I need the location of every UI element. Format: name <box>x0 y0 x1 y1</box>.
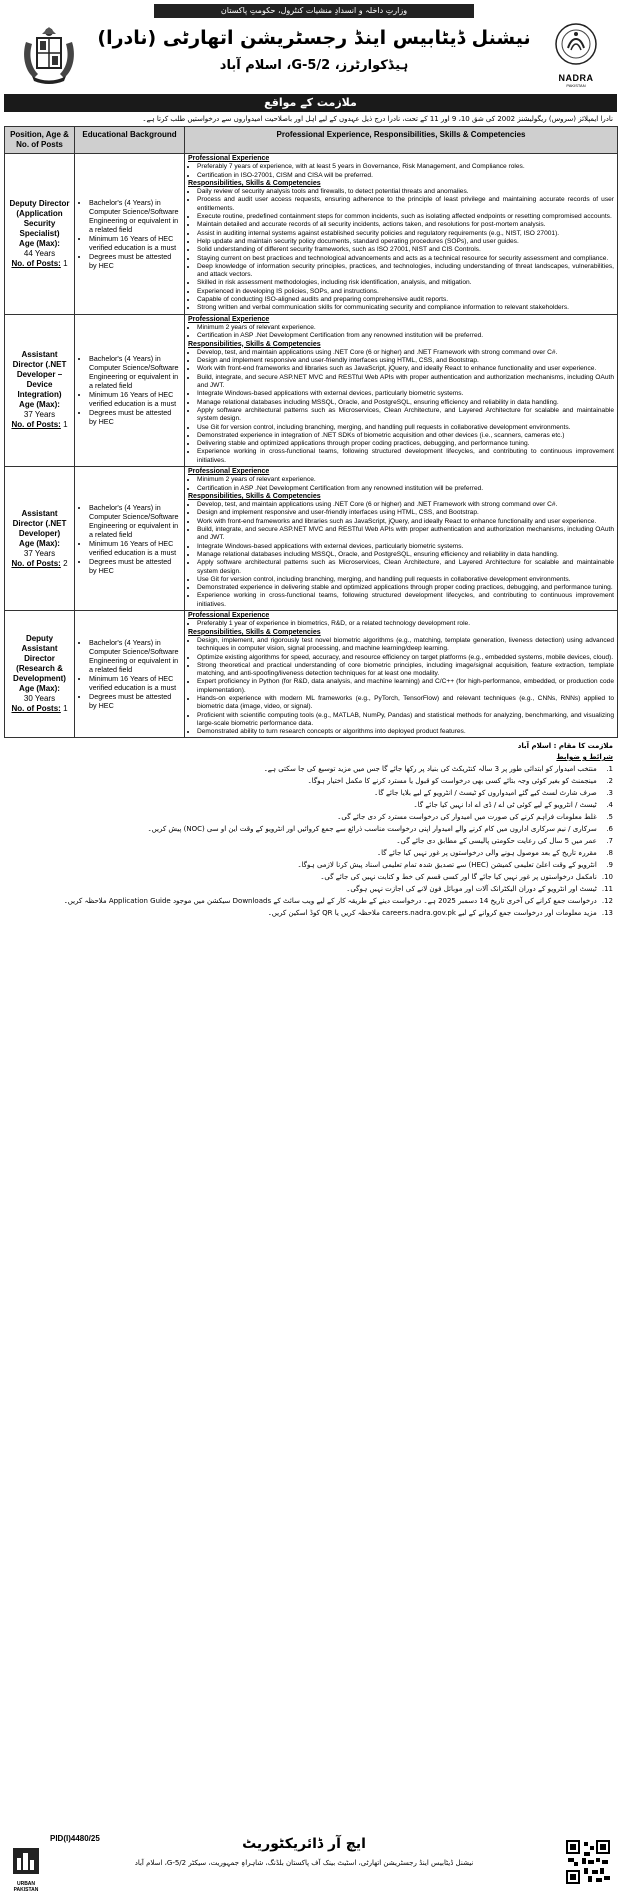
table-row <box>5 611 618 738</box>
posts-label: No. of Posts: <box>11 704 61 714</box>
condition-item <box>8 907 613 919</box>
responsibility-item: • Help update and maintain security policy documents, standard operating procedures (SOPs), and user guides. <box>197 238 614 246</box>
education-item: • Minimum 16 Years of HEC verified education is a must <box>89 234 180 252</box>
header-education: Educational Background <box>75 127 185 154</box>
experience-item: • Certification in ASP .Net Development Certification from any renowned institution will be preferred. <box>197 332 614 340</box>
age-value: 37 Years <box>23 548 56 558</box>
age-label: Age (Max): <box>19 400 60 410</box>
age-value: 37 Years <box>23 410 56 420</box>
condition-item <box>8 823 613 835</box>
experience-item: • Minimum 2 years of relevant experience. <box>197 324 614 332</box>
experience-heading: Professional Experience <box>188 612 270 620</box>
condition-number: 7. <box>606 837 613 845</box>
education-cell <box>75 314 185 466</box>
condition-item <box>8 859 613 871</box>
education-cell <box>75 611 185 738</box>
job-advertisement <box>4 2 617 1895</box>
condition-text: نامکمل درخواستوں پر غور نہیں کیا جائے گا اور کسی قسم کی خط و کتابت نہیں کی جائے گی۔ <box>320 873 597 881</box>
condition-text: صرف شارٹ لسٹ کیے گئے امیدواروں کو ٹیسٹ / انٹرویو کے لیے بلایا جائے گا۔ <box>374 789 597 797</box>
condition-item <box>8 835 613 847</box>
education-item: • Bachelor's (4 Years) in Computer Science/Software Engineering or equivalent in a related field <box>89 354 180 390</box>
condition-text: انٹرویو کے وقت اعلیٰ تعلیمی کمیشن (HEC) سے تصدیق شدہ تمام تعلیمی اسناد پیش کرنا لازمی ہوگا۔ <box>297 861 597 869</box>
age-value: 30 Years <box>23 694 56 704</box>
nadra-emblem-icon <box>554 22 598 66</box>
posts-label: No. of Posts: <box>11 420 61 430</box>
age-label: Age (Max): <box>19 238 60 248</box>
education-item: • Bachelor's (4 Years) in Computer Science/Software Engineering or equivalent in a related field <box>89 503 180 539</box>
responsibility-item: • Optimize existing algorithms for speed, accuracy, and resource efficiency on target platforms (e.g., embedded systems, mobile devices, cloud). <box>197 654 614 662</box>
experience-item: • Minimum 2 years of relevant experience. <box>197 476 614 484</box>
responsibility-item: • Develop, test, and maintain applications using .NET Core (6 or higher) and .NET Framework with strong command over C#. <box>197 349 614 357</box>
footer <box>4 1824 617 1895</box>
condition-item <box>8 847 613 859</box>
intro-text: نادرا ایمپلائز (سروس) ریگولیشنز 2002 کی شق 10، 9 اور 11 کے تحت، نادرا درج ذیل عہدوں کے لیے اہل اور باصلاحیت امیدواروں سے درخواستیں طلب کرتا ہے۔ <box>142 115 613 123</box>
responsibility-item: • Staying current on best practices and technological advancements and acts as a technical resource for security assessment and compliance. <box>197 255 614 263</box>
condition-text: ٹیسٹ اور انٹرویو کے دوران الیکٹرانک آلات اور موبائل فون لانے کی اجازت نہیں ہوگی۔ <box>346 885 597 893</box>
condition-text: عمر میں 5 سال کی رعایت حکومتی پالیسی کے مطابق دی جائے گی۔ <box>396 837 597 845</box>
responsibility-item: • Demonstrated experience in delivering stable and optimized applications through proper coding practices, debugging, and performance tuning. <box>197 584 614 592</box>
responsibility-item: • Hands-on experience with modern ML frameworks (e.g., PyTorch, TensorFlow) and relevant techniques (e.g., CNNs, RNNs) applied to biometric data (image, video, or signal). <box>197 695 614 712</box>
responsibility-item: • Maintain detailed and accurate records of all security incidents, actions taken, and resolutions for post-mortem analysis. <box>197 221 614 229</box>
table-row <box>5 154 618 315</box>
posts-value: 2 <box>63 558 68 568</box>
experience-item: • Certification in ASP .Net Development Certification from any renowned institution will be preferred. <box>197 485 614 493</box>
condition-text: مینجمنٹ کو بغیر کوئی وجہ بتائے کسی بھی درخواست کو قبول یا مسترد کرنے کا مکمل اختیار ہوگا۔ <box>307 777 597 785</box>
experience-cell <box>185 314 618 466</box>
responsibility-item: • Apply software architectural patterns such as Microservices, Clean Architecture, and Layered Architecture for scalable and maintainable system design. <box>197 407 614 424</box>
responsibility-item: • Use Git for version control, including branching, merging, and handling pull requests in collaborative development environments. <box>197 424 614 432</box>
responsibility-item: • Design, implement, and rigorously test novel biometric algorithms (e.g., matching, template generation, liveness detection) using advanced techniques in computer vision, signal processing, and machine learning/deep learning. <box>197 637 614 654</box>
responsibilities-heading: Responsibilities, Skills & Competencies <box>188 628 321 636</box>
age-value: 44 Years <box>23 248 56 258</box>
experience-heading: Professional Experience <box>188 155 270 162</box>
responsibilities-heading: Responsibilities, Skills & Competencies <box>188 179 321 187</box>
posts-value: 1 <box>63 704 68 714</box>
education-item: • Minimum 16 Years of HEC verified education is a must <box>89 539 180 557</box>
responsibility-item: • Execute routine, predefined containment steps for common incidents, such as isolating affected endpoints or resetting compromised accounts. <box>197 213 614 221</box>
directorate-address: نیشنل ڈیٹابیس اینڈ رجسٹریشن اتھارٹی، اسٹیٹ بینک آف پاکستان بلڈنگ، شاہراہِ جمہوریت، سیکٹر G-5/2، اسلام آباد <box>134 1859 474 1867</box>
responsibility-item: • Strong written and verbal communication skills for communicating security and compliance information to relevant stakeholders. <box>197 304 614 312</box>
responsibility-item: • Integrate Windows-based applications with external devices, particularly biometric systems. <box>197 543 614 551</box>
ministry-banner: وزارتِ داخلہ و انسدادِ منشیات کنٹرول، حکومتِ پاکستان <box>154 4 474 18</box>
condition-item <box>8 895 613 907</box>
responsibility-item: • Work with front-end frameworks and libraries such as JavaScript, jQuery, and ideally React to enhance functionality and user experience. <box>197 518 614 526</box>
responsibility-item: • Delivering stable and optimized applications through proper coding practices, debugging, and performance tuning. <box>197 440 614 448</box>
hr-directorate: ایچ آر ڈائریکٹوریٹ <box>242 1836 366 1852</box>
responsibility-item: • Proficient with scientific computing tools (e.g., MATLAB, NumPy, Pandas) and statistical methods for analyzing, benchmarking, and visualizing large-scale biometric performance data. <box>197 712 614 729</box>
nadra-logo-text: NADRA <box>558 73 594 83</box>
condition-item <box>8 763 613 775</box>
responsibility-item: • Build, integrate, and secure ASP.NET MVC and RESTful Web APIs with proper authentication and authorization mechanisms, including OAuth and JWT. <box>197 374 614 391</box>
posts-value: 1 <box>63 420 68 430</box>
posts-value: 1 <box>63 258 68 268</box>
responsibility-item: • Experience working in cross-functional teams, following structured development lifecycles, and contributing to continuous improvement initiatives. <box>197 448 614 465</box>
nadra-logo-sub: PAKISTAN <box>566 83 586 88</box>
education-item: • Minimum 16 Years of HEC verified education is a must <box>89 674 180 692</box>
responsibility-item: • Deep knowledge of information security principles, practices, and technologies, including understanding of threat landscapes, vulnerabilities, and attack vectors. <box>197 263 614 280</box>
condition-number: 10. <box>601 873 613 881</box>
header-position: Position, Age & No. of Posts <box>5 127 75 154</box>
experience-cell <box>185 466 618 610</box>
responsibility-item: • Demonstrated ability to turn research concepts or algorithms into deployed product features. <box>197 728 614 736</box>
condition-item <box>8 799 613 811</box>
posts-label: No. of Posts: <box>11 558 61 568</box>
responsibility-item: • Expert proficiency in Python (for R&D, data analysis, and machine learning) and C/C++ (for high-performance, embedded, or production code implementation). <box>197 678 614 695</box>
terms-section <box>4 741 617 919</box>
header-experience: Professional Experience, Responsibilities, Skills & Competencies <box>185 127 618 154</box>
condition-text: مقررہ تاریخ کے بعد موصول ہونے والی درخواستوں پر غور نہیں کیا جائے گا۔ <box>377 849 597 857</box>
pid-number: PID(I)4480/25 <box>50 1834 100 1843</box>
responsibilities-heading: Responsibilities, Skills & Competencies <box>188 340 321 348</box>
position-cell <box>5 611 75 738</box>
education-cell <box>75 154 185 315</box>
condition-text: غلط معلومات فراہم کرنے کی صورت میں امیدوار کی درخواست مسترد کر دی جائے گی۔ <box>337 813 597 821</box>
condition-number: 11. <box>601 885 613 893</box>
state-emblem-icon <box>18 24 80 86</box>
condition-item <box>8 787 613 799</box>
job-location: ملازمت کا مقام : اسلام آباد <box>517 742 613 750</box>
experience-item: • Preferably 1 year of experience in biometrics, R&D, or a related technology development role. <box>197 620 614 628</box>
responsibility-item: • Work with front-end frameworks and libraries such as JavaScript, jQuery, and ideally React to enhance functionality and user experience. <box>197 365 614 373</box>
positions-table <box>4 126 618 738</box>
condition-item <box>8 775 613 787</box>
condition-number: 12. <box>601 897 613 905</box>
age-label: Age (Max): <box>19 684 60 694</box>
responsibility-item: • Demonstrated experience in integration of .NET SDKs of biometric acquisition and other devices (i.e., scanners, cameras etc.) <box>197 432 614 440</box>
table-row <box>5 314 618 466</box>
education-cell <box>75 466 185 610</box>
condition-number: 9. <box>606 861 613 869</box>
experience-heading: Professional Experience <box>188 315 270 323</box>
experience-cell <box>185 611 618 738</box>
condition-item <box>8 883 613 895</box>
responsibility-item: • Design and implement responsive and user-friendly interfaces using HTML, CSS, and Bootstrap. <box>197 357 614 365</box>
jobs-heading: ملازمت کے مواقع <box>4 94 617 112</box>
urban-pakistan-logo <box>6 1846 46 1892</box>
condition-number: 1. <box>606 765 613 773</box>
education-item: • Degrees must be attested by HEC <box>89 557 180 575</box>
experience-item: • Certification in ISO-27001, CISM and CISA will be preferred. <box>197 172 614 180</box>
condition-number: 6. <box>606 825 613 833</box>
qr-code-icon[interactable] <box>564 1838 612 1886</box>
responsibility-item: • Process and audit user access requests, ensuring adherence to the principle of least privilege and maintaining accurate records of user entitlements. <box>197 196 614 213</box>
responsibility-item: • Apply software architectural patterns such as Microservices, Clean Architecture, and Layered Architecture for scalable and maintainable system design. <box>197 559 614 576</box>
responsibility-item: • Use Git for version control, including branching, merging, and handling pull requests in collaborative development environments. <box>197 576 614 584</box>
responsibility-item: • Skilled in risk assessment methodologies, including risk identification, analysis, and mitigation. <box>197 279 614 287</box>
education-item: • Degrees must be attested by HEC <box>89 252 180 270</box>
responsibilities-heading: Responsibilities, Skills & Competencies <box>188 492 321 500</box>
position-title: Assistant Director (.NET Developer) <box>12 508 67 538</box>
condition-text: درخواست جمع کرانے کی آخری تاریخ 14 دسمبر 2025 ہے۔ درخواست دینے کے طریقہ کار کے لیے ویب سائٹ کے Downloads سیکشن میں موجود Application Guide ملاحظہ کریں۔ <box>63 897 597 905</box>
table-row <box>5 466 618 610</box>
condition-number: 5. <box>606 813 613 821</box>
responsibility-item: • Assist in auditing internal systems against established security policies and regulatory requirements (e.g., NIST, ISO 27001). <box>197 230 614 238</box>
education-item: • Bachelor's (4 Years) in Computer Science/Software Engineering or equivalent in a related field <box>89 198 180 234</box>
table-header-row <box>5 127 618 154</box>
responsibility-item: • Experienced in developing IS policies, SOPs, and instructions. <box>197 288 614 296</box>
responsibility-item: • Experience working in cross-functional teams, following structured development lifecycles, and contributing to continuous improvement initiatives. <box>197 592 614 609</box>
experience-heading: Professional Experience <box>188 467 270 475</box>
condition-item <box>8 871 613 883</box>
organization-title: نیشنل ڈیٹابیس اینڈ رجسٹریشن اتھارٹی (نادرا) <box>97 27 531 49</box>
condition-number: 4. <box>606 801 613 809</box>
condition-text: سرکاری / نیم سرکاری اداروں میں کام کرنے والے امیدوار اپنی درخواست مناسب ذرائع سے جمع کروائیں اور انٹرویو کے وقت این او سی (NOC) پیش کریں۔ <box>147 825 597 833</box>
urban-logo-icon <box>11 1846 41 1876</box>
condition-number: 8. <box>606 849 613 857</box>
posts-label: No. of Posts: <box>11 258 61 268</box>
responsibility-item: • Solid understanding of different security frameworks, such as ISO 27001, NIST and CIS Controls. <box>197 246 614 254</box>
position-title: Assistant Director (.NET Developer – Device Integration) <box>12 350 67 400</box>
responsibility-item: • Develop, test, and maintain applications using .NET Core (6 or higher) and .NET Framework with strong command over C#. <box>197 501 614 509</box>
condition-item <box>8 811 613 823</box>
position-cell <box>5 154 75 315</box>
education-item: • Minimum 16 Years of HEC verified education is a must <box>89 390 180 408</box>
position-cell <box>5 314 75 466</box>
responsibility-item: • Design and implement responsive and user-friendly interfaces using HTML, CSS, and Bootstrap. <box>197 509 614 517</box>
urban-logo-text: URBAN PAKISTAN <box>13 1881 39 1893</box>
responsibility-item: • Strong theoretical and practical understanding of core biometric principles, including image/signal acquisition, feature extraction, template matching, and anti-spoofing/liveness detection techniques for at least one modality. <box>197 662 614 679</box>
position-title: Deputy Director (Application Security Specialist) <box>9 198 70 238</box>
responsibility-item: • Daily review of security analysis tools and firewalls, to detect potential threats and anomalies. <box>197 188 614 196</box>
responsibility-item: • Integrate Windows-based applications with external devices, particularly biometric systems. <box>197 390 614 398</box>
responsibility-item: • Build, integrate, and secure ASP.NET MVC and RESTful Web APIs with proper authentication and authorization mechanisms, including OAuth and JWT. <box>197 526 614 543</box>
condition-number: 13. <box>601 909 613 917</box>
conditions-heading: شرائط و ضوابط <box>556 753 613 761</box>
experience-item: • Preferably 7 years of experience, with at least 5 years in Governance, Risk Management, and Compliance roles. <box>197 163 614 171</box>
condition-number: 3. <box>606 789 613 797</box>
condition-text: مزید معلومات اور درخواست جمع کروانے کے لیے careers.nadra.gov.pk ملاحظہ کریں یا QR کوڈ اسکین کریں۔ <box>267 909 597 917</box>
position-title: Deputy Assistant Director (Research & Development) <box>13 634 66 684</box>
education-item: • Degrees must be attested by HEC <box>89 408 180 426</box>
condition-text: منتخب امیدوار کو ابتدائی طور پر 3 سالہ کنٹریکٹ کی بنیاد پر رکھا جائے گا جس میں مزید توسیع کی جا سکتی ہے۔ <box>263 765 597 773</box>
age-label: Age (Max): <box>19 538 60 548</box>
responsibility-item: • Manage relational databases including MSSQL, Oracle, and PostgreSQL, ensuring efficiency and reliability in data handling. <box>197 399 614 407</box>
responsibility-item: • Manage relational databases including MSSQL, Oracle, and PostgreSQL, ensuring efficiency and reliability in data handling. <box>197 551 614 559</box>
education-item: • Bachelor's (4 Years) in Computer Science/Software Engineering or equivalent in a related field <box>89 638 180 674</box>
conditions-list <box>8 763 613 919</box>
responsibility-item: • Capable of conducting ISO-aligned audits and preparing comprehensive audit reports. <box>197 296 614 304</box>
organization-address: ہیڈکوارٹرز، G-5/2، اسلام آباد <box>219 58 409 73</box>
nadra-logo <box>544 22 608 92</box>
education-item: • Degrees must be attested by HEC <box>89 692 180 710</box>
condition-number: 2. <box>606 777 613 785</box>
position-cell <box>5 466 75 610</box>
condition-text: ٹیسٹ / انٹرویو کے لیے کوئی ٹی اے / ڈی اے ادا نہیں کیا جائے گا۔ <box>413 801 597 809</box>
experience-cell <box>185 154 618 315</box>
